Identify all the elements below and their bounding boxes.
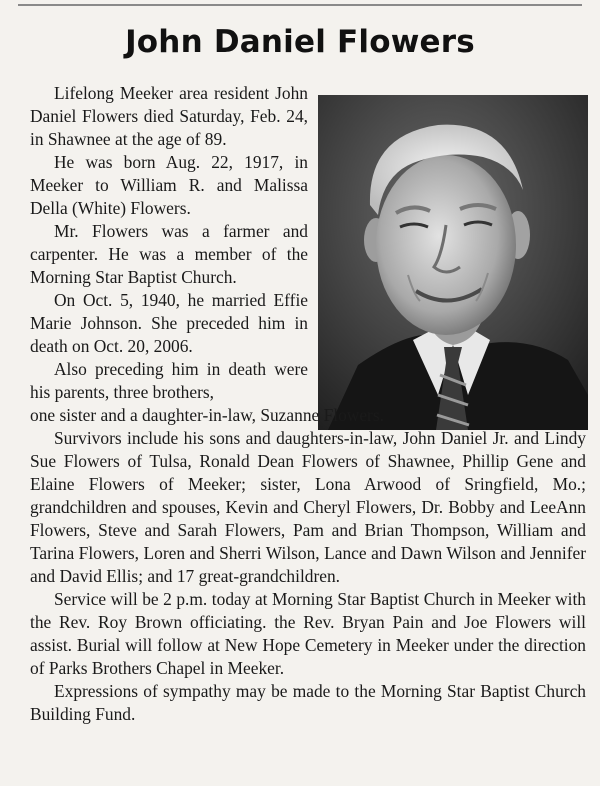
paragraph-service: Service will be 2 p.m. today at Morning Star Baptist Church in Meeker with the Rev. Roy Brown officiating. the Rev. Bryan Pain and Joe Flowers will assist. Burial will follow at New Hope Cemetery in Meeker under the direction of Parks Brothers Chapel in Meeker. [30,589,586,678]
text-beside-photo [30,82,308,404]
obituary-body [30,82,586,726]
top-rule [18,4,582,6]
paragraph-preceded-start: Also preceding him in death were his parents, three brothers, [30,359,308,402]
paragraph-memorial: Expressions of sympathy may be made to the Morning Star Baptist Church Building Fund. [30,681,586,724]
paragraph-survivors: Survivors include his sons and daughters-in-law, John Daniel Jr. and Lindy Sue Flowers of Tulsa, Ronald Dean Flowers of Shawnee, Phillip Gene and Elaine Flowers of Meeker; sister, Lona Arwood of Sringfield, Mo.; grandchildren and spouses, Kevin and Cheryl Flowers, Dr. Bobby and LeeAnn Flowers, Steve and Sarah Flowers, Pam and Brian Thompson, William and Tarina Flowers, Loren and Sherri Wilson, Lance and Dawn Wilson and Jennifer and David Ellis; and 17 great-grandchildren. [30,428,586,586]
paragraph-preceded-end: one sister and a daughter-in-law, Suzanne Flowers. [30,405,384,425]
paragraph-occupation: Mr. Flowers was a farmer and carpenter. He was a member of the Morning Star Baptist Church. [30,221,308,287]
headline: John Daniel Flowers [125,24,475,60]
paragraph-death-notice: Lifelong Meeker area resident John Daniel Flowers died Saturday, Feb. 24, in Shawnee at the age of 89. [30,83,308,149]
paragraph-marriage: On Oct. 5, 1940, he married Effie Marie Johnson. She preceded him in death on Oct. 20, 2006. [30,290,308,356]
paragraph-birth: He was born Aug. 22, 1917, in Meeker to William R. and Malissa Della (White) Flowers. [30,152,308,218]
